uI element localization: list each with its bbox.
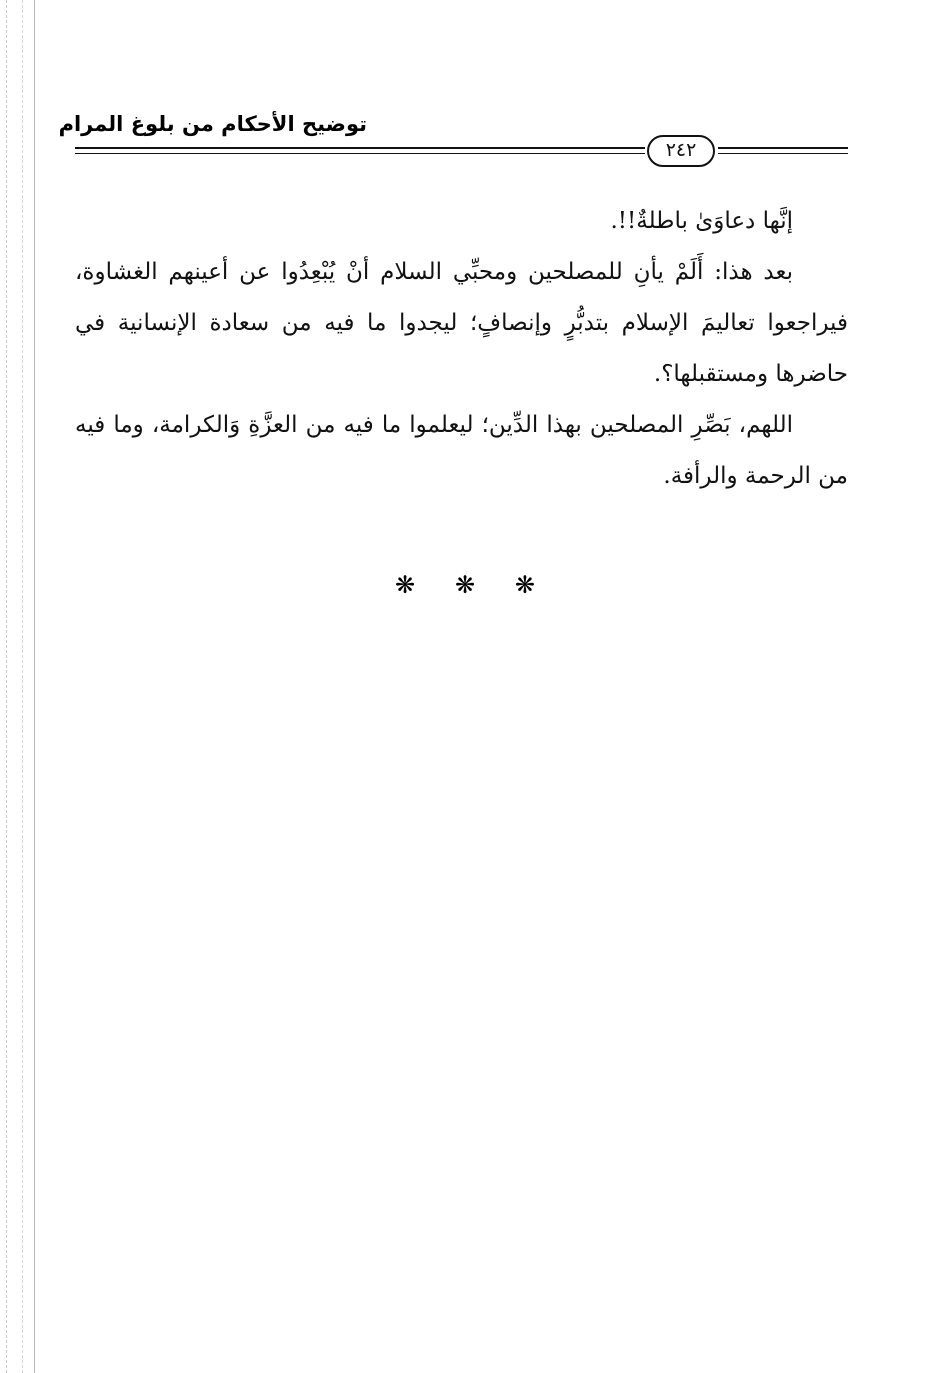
asterism-icon: ❋ [395, 571, 416, 599]
scan-edge-line [6, 0, 7, 1373]
section-separator [395, 570, 535, 600]
header-rule [75, 147, 645, 149]
header-rule [75, 153, 645, 154]
running-header-title: توضيح الأحكام من بلوغ المرام [58, 112, 367, 136]
page-number: ٢٤٢ [647, 135, 715, 167]
asterism-icon: ❋ [514, 571, 535, 599]
asterism-icon: ❋ [454, 571, 476, 599]
paragraph: اللهم، بَصِّرِ المصلحين بهذا الدِّين؛ ليعلموا ما فيه من العزَّةِ وَالكرامة، وما فيه من الرحمة والرأفة. [75, 412, 848, 489]
header-rule [718, 153, 848, 154]
scan-edge-line [22, 0, 23, 1373]
body-text [75, 196, 848, 502]
header-rule [718, 147, 848, 149]
paragraph: بعد هذا: أَلَمْ يأنِ للمصلحين ومحبِّي السلام أنْ يُبْعِدُوا عن أعينهم الغشاوة، فيراجعوا تعاليمَ الإسلام بتدبُّرٍ وإنصافٍ؛ ليجدوا ما فيه من سعادة الإنسانية في حاضرها ومستقبلها؟. [75, 259, 848, 387]
paragraph: إنَّها دعاوَىٰ باطلةٌ!!. [610, 208, 793, 234]
scan-edge-line [34, 0, 35, 1373]
